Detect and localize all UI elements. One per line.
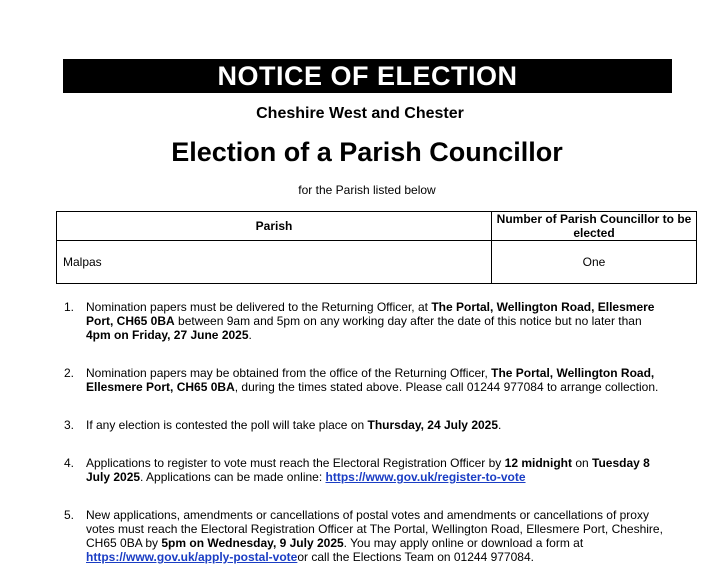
item-bold: 4pm on Friday, 27 June 2025 xyxy=(86,328,249,342)
page-title: Election of a Parish Councillor xyxy=(171,137,563,167)
apply-postal-vote-link[interactable]: https://www.gov.uk/apply-postal-vote xyxy=(86,550,298,564)
column-header-parish: Parish xyxy=(57,212,492,241)
table-row xyxy=(57,241,697,284)
notice-item-3 xyxy=(56,418,664,432)
council-name: Cheshire West and Chester xyxy=(256,105,464,122)
item-number: 4. xyxy=(64,456,75,470)
item-bold: Tuesday 8 July 2025 xyxy=(86,456,650,484)
item-text: on xyxy=(571,456,592,470)
register-to-vote-link[interactable]: https://www.gov.uk/register-to-vote xyxy=(325,470,526,484)
item-number: 5. xyxy=(64,508,75,522)
item-text: between 9am and 5pm on any working day after the date of this notice but no later than xyxy=(174,314,642,328)
parish-table xyxy=(56,211,697,284)
column-header-number: Number of Parish Councillor to be elected xyxy=(492,212,697,241)
parish-name-cell: Malpas xyxy=(57,241,492,284)
item-text: , during the times stated above. Please call 01244 977084 to arrange collection. xyxy=(234,380,659,394)
item-number: 1. xyxy=(64,300,75,314)
item-text: If any election is contested the poll will take place on xyxy=(86,418,368,432)
item-text: . You may apply online or download a form at xyxy=(343,536,584,550)
item-text: Nomination papers must be delivered to the Returning Officer, at xyxy=(86,300,432,314)
item-text: Nomination papers may be obtained from the office of the Returning Officer, xyxy=(86,366,492,380)
item-bold: Thursday, 24 July 2025 xyxy=(367,418,499,432)
item-text: New applications, amendments or cancellations of postal votes and amendments or cancellations of proxy votes must reach the Electoral Registration Officer at The Portal, Wellington Road, Ellesmere Port, Cheshire, CH65 0BA by xyxy=(86,508,663,550)
item-text: . xyxy=(248,328,252,342)
item-bold: The Portal, Wellington Road, Ellesmere Port, CH65 0BA xyxy=(86,300,655,328)
item-text: . Applications can be made online: xyxy=(140,470,326,484)
notice-list xyxy=(56,300,664,588)
table-header-row xyxy=(57,212,697,241)
councillor-count-cell: One xyxy=(492,241,697,284)
notice-banner: NOTICE OF ELECTION xyxy=(63,59,672,93)
item-bold: The Portal, Wellington Road, Ellesmere Port, CH65 0BA xyxy=(86,366,655,394)
item-text: Applications to register to vote must reach the Electoral Registration Officer by xyxy=(86,456,505,470)
item-number: 2. xyxy=(64,366,75,380)
notice-item-1 xyxy=(56,300,664,342)
notice-item-4 xyxy=(56,456,664,484)
item-number: 3. xyxy=(64,418,75,432)
notice-item-2 xyxy=(56,366,664,394)
item-text: . xyxy=(498,418,502,432)
page-subtitle: for the Parish listed below xyxy=(298,183,436,197)
item-bold: 12 midnight xyxy=(504,456,572,470)
item-bold: 5pm on Wednesday, 9 July 2025 xyxy=(161,536,344,550)
notice-item-5 xyxy=(56,508,664,564)
item-text: or call the Elections Team on 01244 977084. xyxy=(297,550,534,564)
